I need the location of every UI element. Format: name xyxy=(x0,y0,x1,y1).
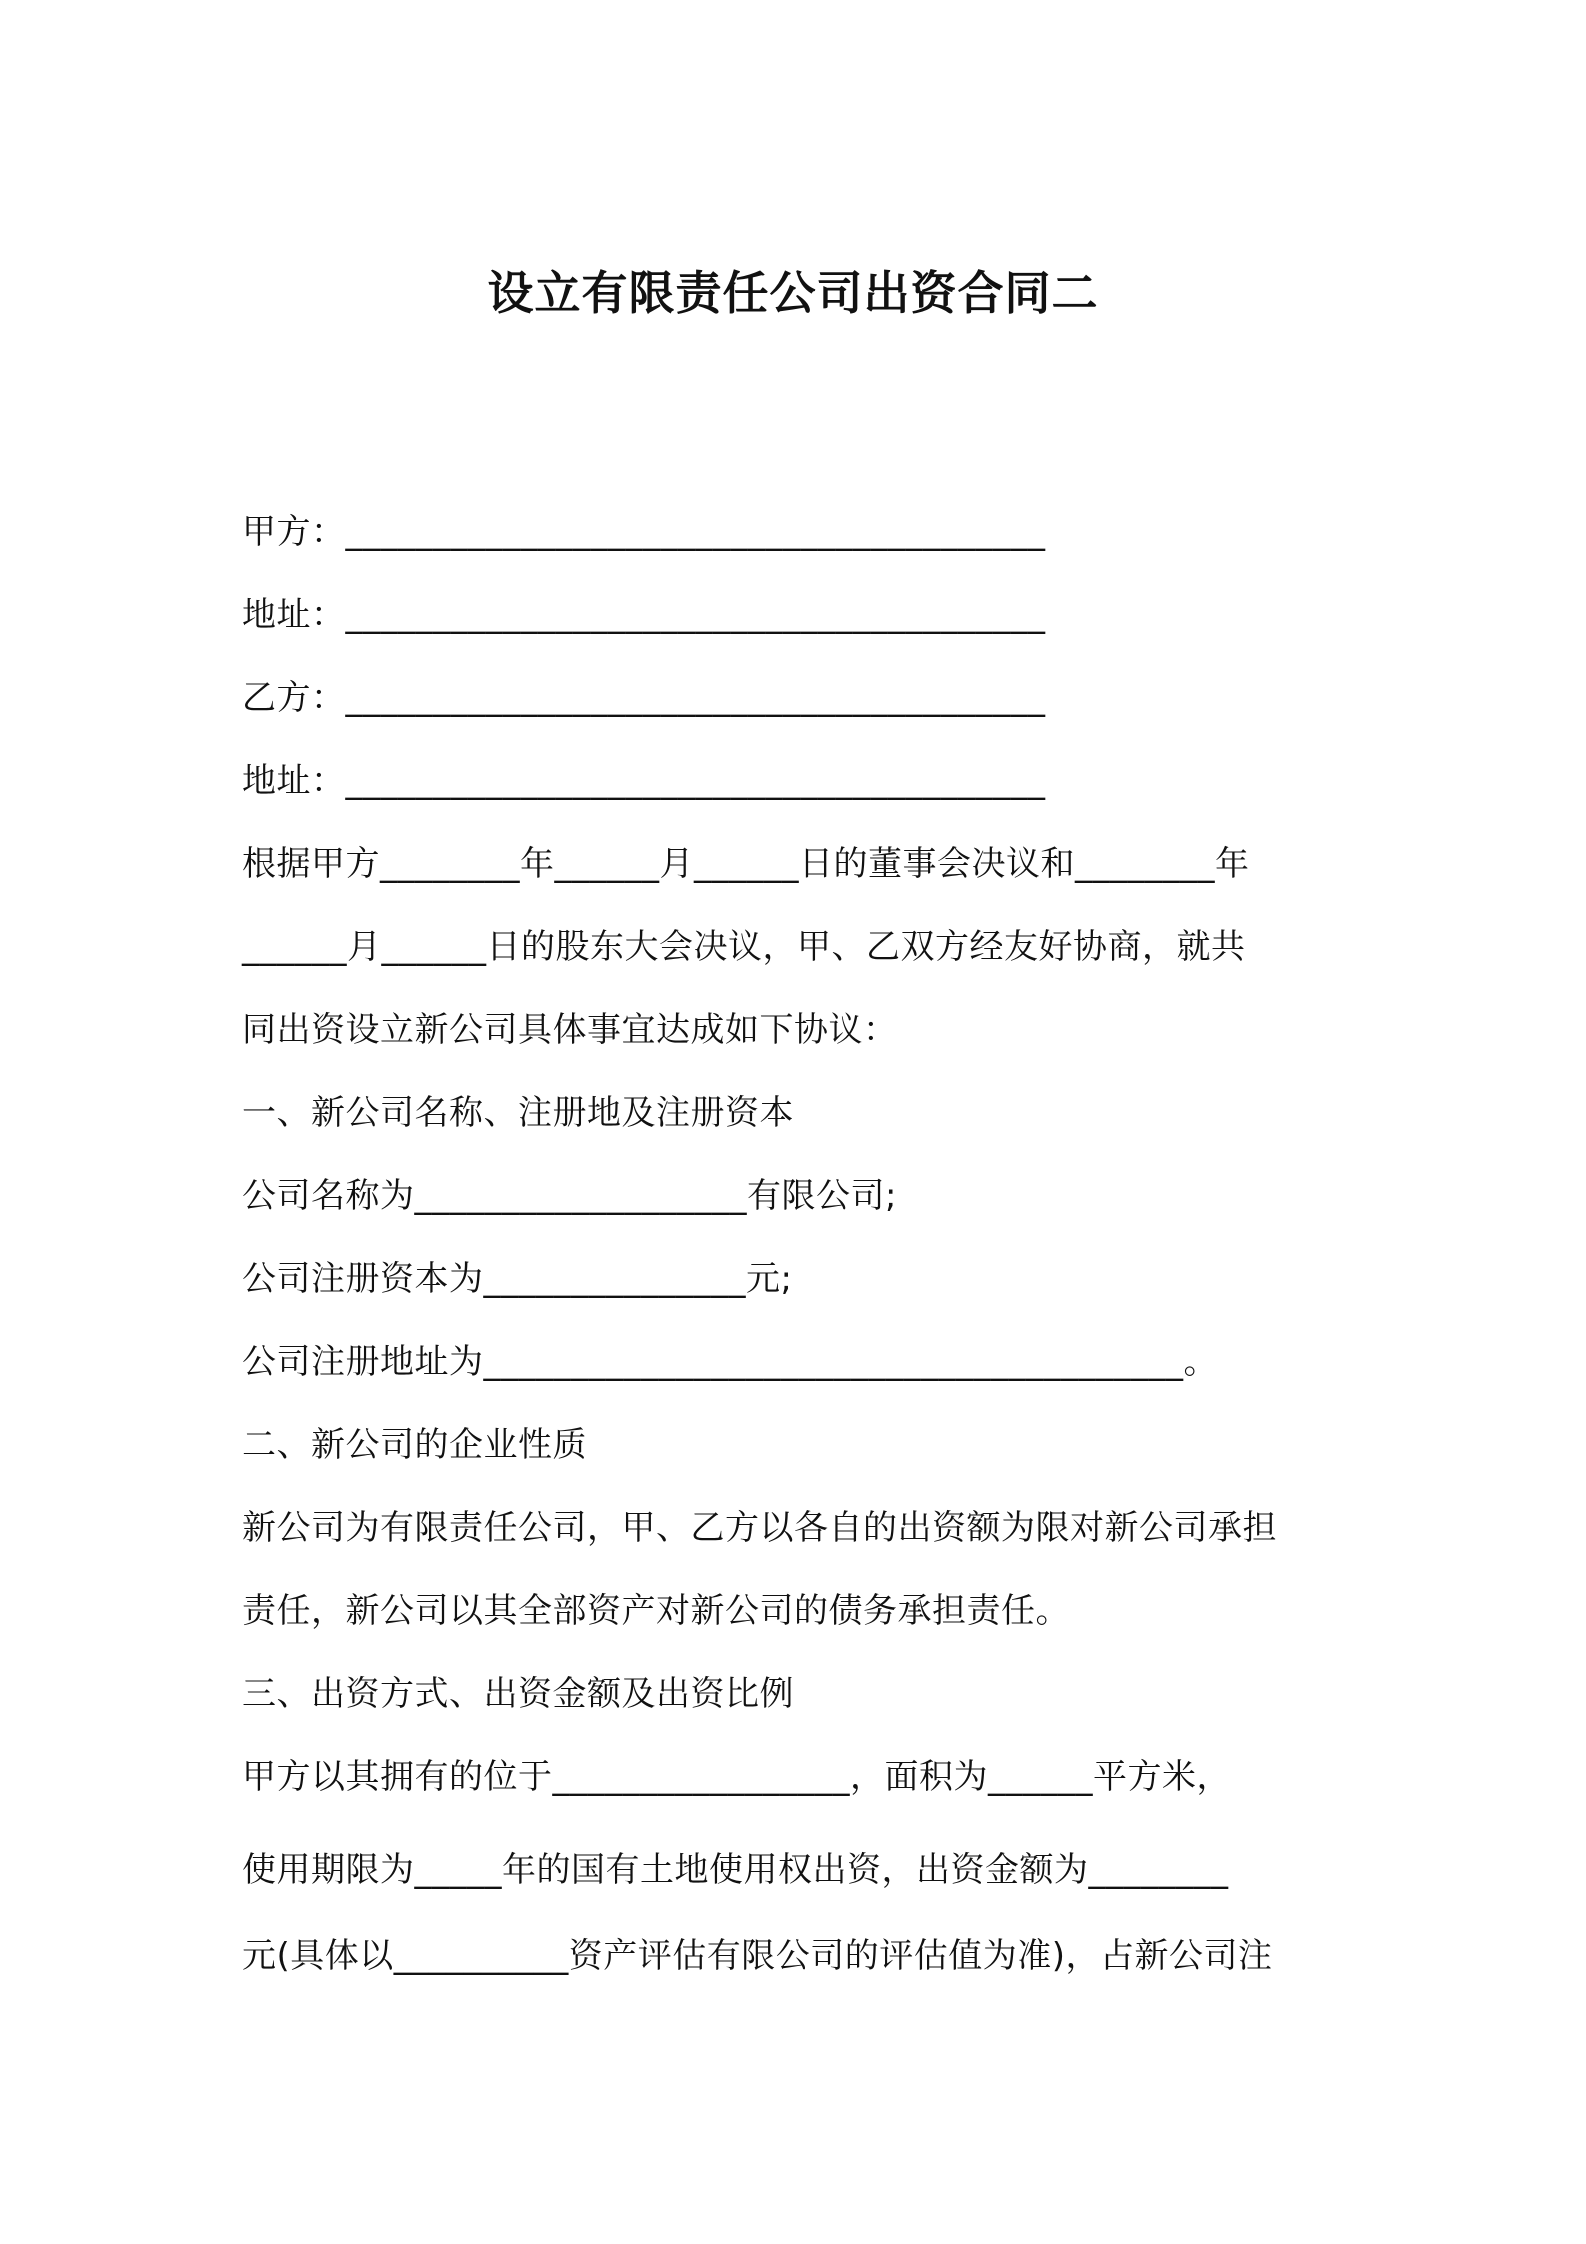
party-b-line: 乙方：________________________________________ xyxy=(242,678,1046,718)
company-name-line: 公司名称为___________________有限公司; xyxy=(242,1176,897,1216)
paragraph-line: 元(具体以__________资产评估有限公司的评估值为准)，占新公司注 xyxy=(242,1936,1273,1976)
paragraph-line: 新公司为有限责任公司，甲、乙方以各自的出资额为限对新公司承担 xyxy=(242,1508,1277,1548)
section-heading: 二、新公司的企业性质 xyxy=(242,1425,587,1465)
paragraph-line: 使用期限为_____年的国有土地使用权出资，出资金额为________ xyxy=(242,1850,1229,1890)
paragraph-line: 同出资设立新公司具体事宜达成如下协议： xyxy=(242,1010,898,1050)
paragraph-line: 责任，新公司以其全部资产对新公司的债务承担责任。 xyxy=(242,1591,1070,1631)
document-title: 设立有限责任公司出资合同二 xyxy=(487,266,1099,320)
section-heading: 一、新公司名称、注册地及注册资本 xyxy=(242,1093,794,1133)
party-b-address-line: 地址：________________________________________ xyxy=(242,761,1046,801)
paragraph-line: 甲方以其拥有的位于_________________，面积为______平方米， xyxy=(242,1757,1231,1797)
party-a-line: 甲方：________________________________________ xyxy=(242,512,1046,552)
paragraph-line: 根据甲方________年______月______日的董事会决议和________年 xyxy=(242,844,1250,884)
paragraph-line: ______月______日的股东大会决议，甲、乙双方经友好协商，就共 xyxy=(242,927,1246,967)
registered-address-line: 公司注册地址为________________________________________。 xyxy=(242,1342,1218,1382)
section-heading: 三、出资方式、出资金额及出资比例 xyxy=(242,1674,794,1714)
registered-capital-line: 公司注册资本为_______________元; xyxy=(242,1259,793,1299)
party-a-address-line: 地址：________________________________________ xyxy=(242,595,1046,635)
